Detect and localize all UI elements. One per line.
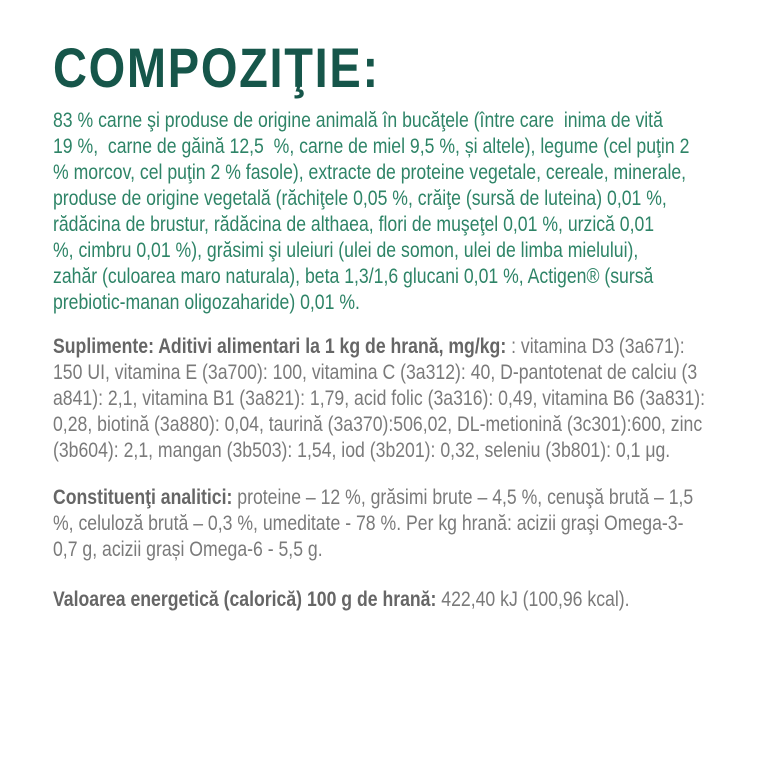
energy-lead: Valoarea energetică (calorică) 100 g de hrană: — [53, 588, 437, 611]
supplements-paragraph — [53, 334, 728, 464]
composition-title: COMPOZIŢIE: — [53, 36, 380, 99]
composition-line: % morcov, cel puţin 2 % fasole), extracte de proteine vegetale, cereale, minerale, — [53, 161, 687, 184]
composition-line: 83 % carne şi produse de origine animală în bucăţele (între care inima de vită — [53, 109, 663, 132]
supplements-line: a841): 2,1, vitamina B1 (3a821): 1,79, acid folic (3a316): 0,49, vitamina B6 (3a831): — [53, 387, 706, 410]
composition-line: produse de origine vegetală (răchiţele 0,05 %, crăiţe (sursă de luteina) 0,01 %, — [53, 187, 667, 210]
energy-value: 422,40 kJ (100,96 kcal). — [436, 588, 630, 611]
analytical-line: %, celuloză brută – 0,3 %, umeditate - 78 %. Per kg hrană: acizii graşi Omega-3- — [53, 512, 684, 535]
energy-line — [53, 587, 728, 613]
supplements-line — [53, 334, 728, 360]
composition-paragraph — [53, 108, 728, 316]
composition-line: prebiotic-manan oligozaharide) 0,01 %. — [53, 291, 360, 314]
composition-line: zahăr (culoarea maro naturala), beta 1,3/1,6 glucani 0,01 %, Actigen® (sursă — [53, 265, 654, 288]
supplements-line: 150 UI, vitamina E (3a700): 100, vitamina C (3a312): 40, D-pantotenat de calciu (3 — [53, 361, 698, 384]
composition-line: rădăcina de brustur, rădăcina de althaea, flori de muşeţel 0,01 %, urzică 0,01 — [53, 213, 655, 236]
supplements-lead: Suplimente: Aditivi alimentari la 1 kg de hrană, mg/kg: — [53, 335, 507, 358]
energy-value-paragraph — [53, 587, 728, 613]
analytical-lead: Constituenţi analitici: — [53, 486, 233, 509]
analytical-line-rest: proteine – 12 %, grăsimi brute – 4,5 %, cenuşă brută – 1,5 — [232, 486, 694, 509]
supplements-line: (3b604): 2,1, mangan (3b503): 1,54, iod (3b201): 0,32, seleniu (3b801): 0,1 μg. — [53, 439, 671, 462]
supplements-line: 0,28, biotină (3a880): 0,04, taurină (3a370):506,02, DL-metionină (3c301):600, zinc — [53, 413, 703, 436]
composition-line: 19 %, carne de găină 12,5 %, carne de miel 9,5 %, și altele), legume (cel puţin 2 — [53, 135, 690, 158]
analytical-line — [53, 485, 728, 511]
composition-line: %, cimbru 0,01 %), grăsimi şi uleiuri (ulei de somon, ulei de limba mielului), — [53, 239, 639, 262]
supplements-line-rest: : vitamina D3 (3a671): — [506, 335, 685, 358]
analytical-constituents-paragraph — [53, 485, 728, 563]
analytical-line: 0,7 g, acizii grași Omega-6 - 5,5 g. — [53, 538, 323, 561]
